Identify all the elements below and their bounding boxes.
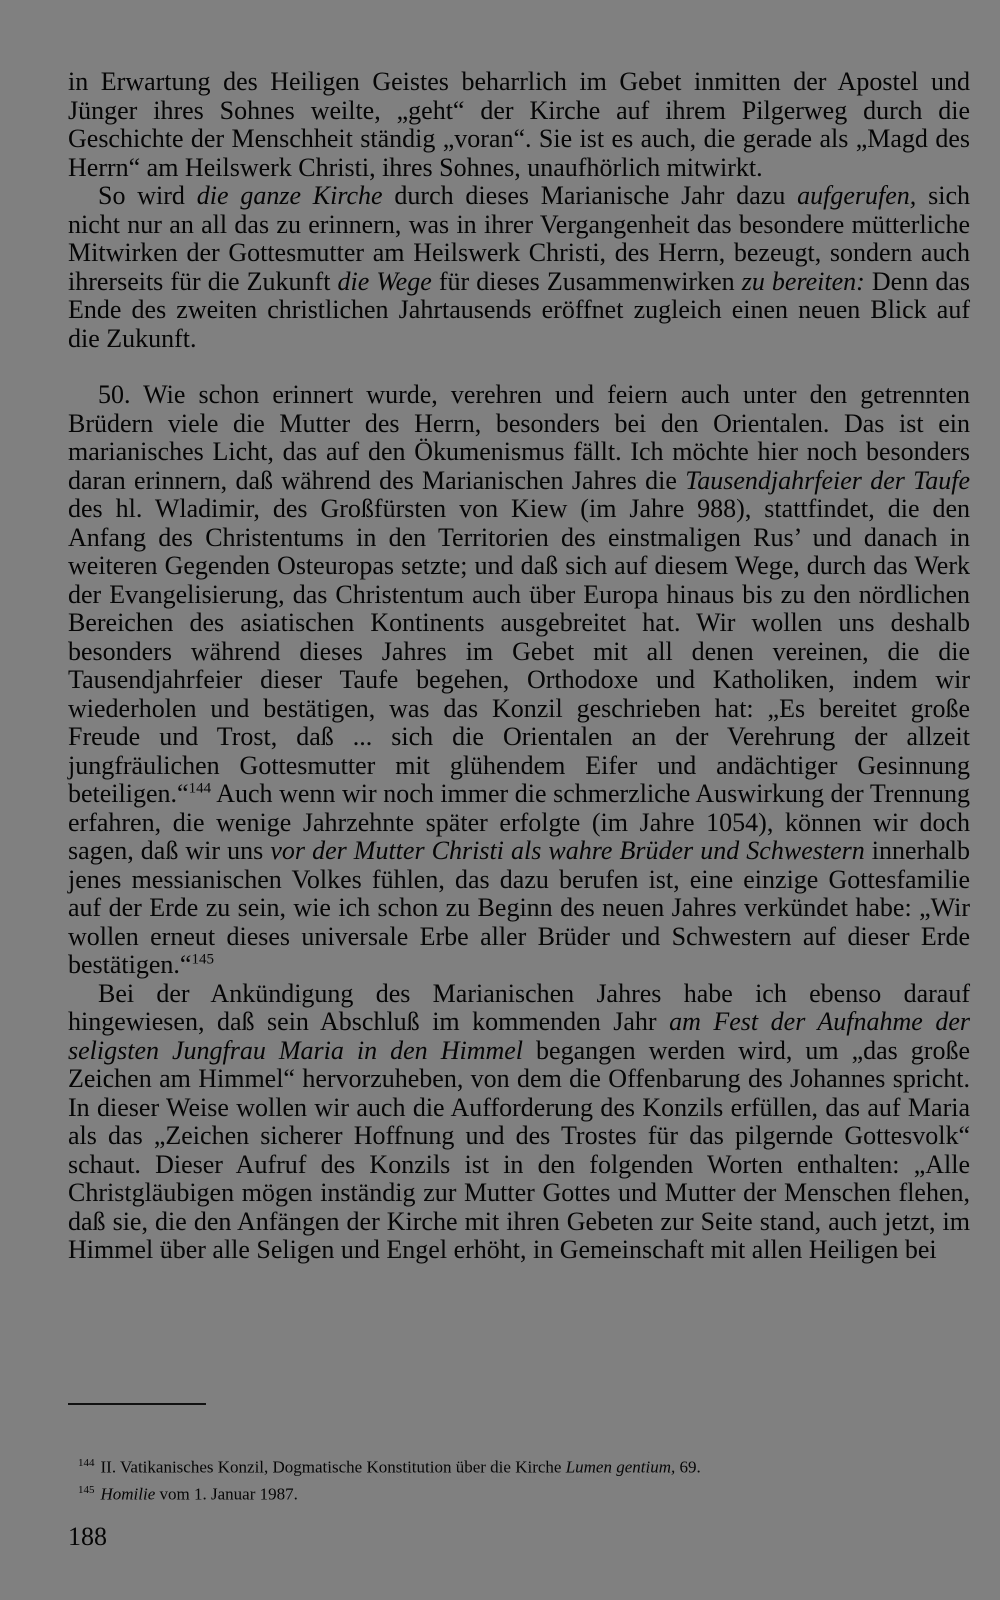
text-run: für dieses Zusammenwirken	[431, 266, 742, 296]
footnote-italic: Lumen gentium,	[565, 1457, 676, 1477]
italic-run: die Wege	[337, 266, 432, 296]
footnote-italic: Homilie	[100, 1484, 156, 1504]
footnotes	[78, 1452, 958, 1505]
body-text	[68, 68, 970, 1265]
text-run: des hl. Wladimir, des Großfürsten von Kiew (im Jahre 988), stattfindet, die den Anfang des Christentums in den Territorien des einstmaligen Rus’ und danach in weiteren Gegenden Osteuropas setzte; und daß sich auf diesem Wege, durch das Werk der Evangelisierung, das Christentum auch über Europa hinaus bis zu den nördlichen Bereichen des asiatischen Kontinents ausgebreitet hat. Wir wollen uns deshalb besonders während dieses Jahres im Gebet mit all denen vereinen, die die Tausendjahrfeier dieser Taufe begehen, Orthodoxe und Katholiken, indem wir wiederholen und bestätigen, was das Konzil geschrieben hat: „Es bereitet große Freude und Trost, daß ... sich die Orientalen an der Verehrung der allzeit jungfräulichen Gottesmutter mit glühendem Eifer und andächtiger Gesinnung beteiligen.“	[68, 494, 970, 808]
page-number: 188	[68, 1522, 107, 1551]
text-run: 50. Wie schon erinnert wurde, verehren und feiern auch unter den getrennten Brüdern viele die Mutter des Herrn, besonders bei den Orientalen. Das ist ein marianisches Licht, das auf den Ökumenismus fällt. Ich möchte hier noch besonders daran erinnern, daß während des Marianischen Jahres die	[68, 380, 970, 495]
footnote-ref-144: 144	[188, 780, 212, 797]
paragraph-3	[68, 381, 970, 980]
text-run: sich nicht nur an all das zu erinnern, was in ihrer Vergangenheit das besondere mütterliche Mitwirken der Gottesmutter am Heilswerk Christi, des Herrn, bezeugt, sondern auch ihrerseits für die Zukunft	[68, 181, 970, 296]
italic-run: zu bereiten:	[741, 266, 865, 296]
footnote-145	[78, 1479, 958, 1506]
footnote-divider	[68, 1403, 206, 1405]
paragraph-4	[68, 980, 970, 1265]
text-run: begangen werden wird, um „das große Zeichen am Himmel“ hervorzuheben, von dem die Offenbarung des Johannes spricht. In dieser Weise wollen wir auch die Aufforderung des Konzils erfüllen, das auf Maria als das „Zeichen sicherer Hoffnung und des Trostes für das pilgernde Gottesvolk“ schaut. Dieser Aufruf des Konzils ist in den folgenden Worten enthalten: „Alle Christgläubigen mögen inständig zur Mutter Gottes und Mutter der Menschen flehen, daß sie, die den Anfängen der Kirche mit ihren Gebeten zur Seite stand, auch jetzt, im Himmel über alle Seligen und Engel erhöht, in Gemeinschaft mit allen Heiligen bei	[68, 1035, 970, 1264]
paragraph-1	[68, 68, 970, 182]
text-run: Auch wenn wir noch immer die schmerzliche Auswirkung der Trennung erfahren, die wenige Jahrzehnte später erfolgte (im Jahre 1054), können wir doch sagen, daß wir uns	[68, 779, 970, 865]
footnote-number: 144	[78, 1457, 95, 1469]
italic-run: die ganze Kirche	[196, 181, 383, 210]
footnote-text: II. Vatikanisches Konzil, Dogmatische Konstitution über die Kirche	[100, 1457, 566, 1477]
text-run: innerhalb jenes messianischen Volkes fühlen, das dazu berufen ist, eine einzige Gottesfamilie auf der Erde zu sein, wie ich schon zu Beginn des neuen Jahres verkündet habe: „Wir wollen erneut dieses universale Erbe aller Brüder und Schwestern auf dieser Erde bestätigen.“	[68, 836, 970, 979]
footnote-ref-145: 145	[191, 951, 214, 968]
text-run: Bei der Ankündigung des Marianischen Jahres habe ich ebenso darauf hingewiesen, daß sein Abschluß im kommenden Jahr	[68, 978, 970, 1036]
paragraph-1-text: in Erwartung des Heiligen Geistes beharrlich im Gebet inmitten der Apostel und Jünger ihres Sohnes weilte, „geht“ der Kirche auf ihrem Pilgerweg durch die Geschichte der Menschheit ständig „voran“. Sie ist es auch, die gerade als „Magd des Herrn“ am Heilswerk Christi, ihres Sohnes, unaufhörlich mitwirkt.	[68, 67, 970, 182]
italic-run: Tausendjahrfeier der Taufe	[685, 465, 970, 495]
footnote-text: vom 1. Januar 1987.	[155, 1484, 298, 1504]
text-run: Denn das Ende des zweiten christlichen Jahrtausends eröffnet zugleich einen neuen Blick auf die Zukunft.	[68, 266, 970, 353]
footnote-text: 69.	[675, 1457, 701, 1477]
text-run: So wird	[98, 181, 197, 210]
italic-run: aufgerufen,	[797, 181, 917, 210]
italic-run: vor der Mutter Christi als wahre Brüder und Schwestern	[270, 836, 865, 865]
text-run: durch dieses Marianische Jahr dazu	[382, 181, 798, 210]
footnote-144	[78, 1452, 958, 1479]
paragraph-2	[68, 182, 970, 353]
footnote-number: 145	[78, 1483, 95, 1496]
italic-run: am Fest der Aufnahme der seligsten Jungfrau Maria in den Himmel	[68, 1007, 970, 1065]
